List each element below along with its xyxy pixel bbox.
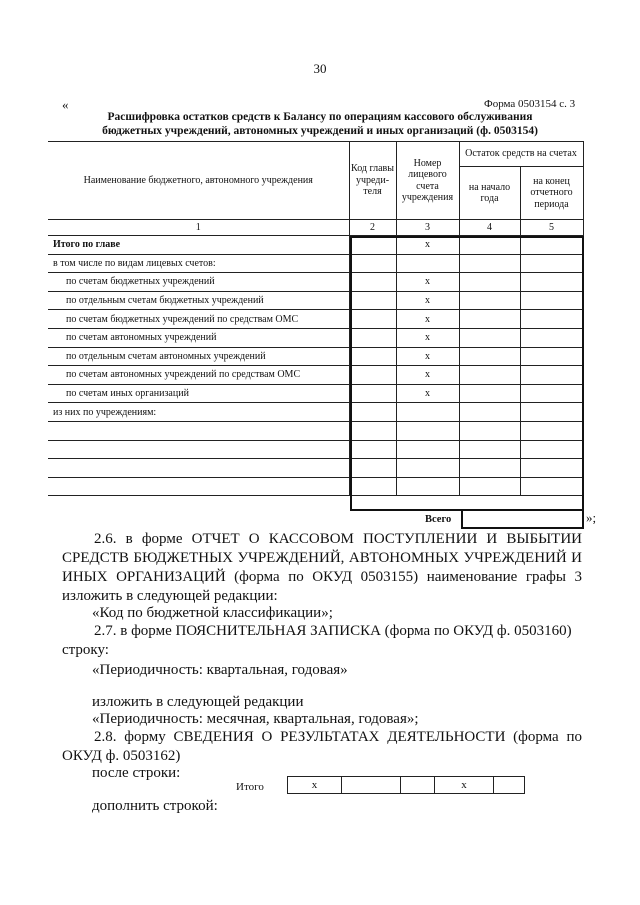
- row-start: [459, 421, 520, 440]
- row-account: x: [396, 236, 459, 255]
- itogo-cell: [342, 777, 401, 794]
- row-code: [349, 459, 396, 478]
- row-name: из них по учреждениям:: [48, 403, 349, 422]
- row-end: [520, 421, 583, 440]
- paragraph-replace-note: изложить в следующей редакции: [92, 694, 304, 710]
- header-end: на конец отчетного периода: [520, 167, 583, 220]
- periodicity-old: «Периодичность: квартальная, годовая»: [92, 662, 348, 678]
- column-number: 4: [459, 220, 520, 236]
- itogo-label: Итого: [236, 781, 264, 793]
- row-end: [520, 254, 583, 273]
- header-name: Наименование бюджетного, автономного учреждения: [48, 142, 349, 220]
- row-code: [349, 403, 396, 422]
- row-end: [520, 477, 583, 496]
- row-code: [349, 273, 396, 292]
- row-account: [396, 477, 459, 496]
- paragraph-2-6: 2.6. в форме ОТЧЕТ О КАССОВОМ ПОСТУПЛЕНИИ И ВЫБЫТИИ СРЕДСТВ БЮДЖЕТНЫХ УЧРЕЖДЕНИЙ, АВТОНОМНЫХ УЧРЕЖДЕНИЙ И ИНЫХ ОРГАНИЗАЦИЙ (форма по ОКУД 0503155) наименование графы 3 изложить в следующей редакции:: [62, 531, 582, 604]
- row-start: [459, 347, 520, 366]
- row-end: [520, 403, 583, 422]
- row-code: [349, 236, 396, 255]
- row-account: [396, 403, 459, 422]
- row-start: [459, 254, 520, 273]
- row-name: по счетам автономных учреждений по средствам ОМС: [48, 366, 349, 385]
- column-number: 3: [396, 220, 459, 236]
- row-name: по счетам бюджетных учреждений: [48, 273, 349, 292]
- row-code: [349, 440, 396, 459]
- row-code: [349, 291, 396, 310]
- column-number: 1: [48, 220, 349, 236]
- row-account: x: [396, 310, 459, 329]
- row-code: [349, 328, 396, 347]
- row-code: [349, 347, 396, 366]
- row-end: [520, 347, 583, 366]
- row-end: [520, 273, 583, 292]
- after-line-note: после строки:: [92, 765, 181, 781]
- row-end: [520, 459, 583, 478]
- row-account: [396, 254, 459, 273]
- form-heading: [60, 110, 580, 138]
- table-row: [48, 310, 583, 329]
- row-start: [459, 310, 520, 329]
- row-start: [459, 366, 520, 385]
- paragraph-2-6-text: «Код по бюджетной классификации»;: [92, 605, 333, 621]
- row-account: [396, 459, 459, 478]
- table-row: [48, 273, 583, 292]
- table-row: [48, 347, 583, 366]
- row-account: x: [396, 291, 459, 310]
- row-account: x: [396, 366, 459, 385]
- row-name: по отдельным счетам автономных учреждений: [48, 347, 349, 366]
- row-account: [396, 440, 459, 459]
- row-end: [520, 440, 583, 459]
- table-row: [48, 384, 583, 403]
- paragraph-2-7: 2.7. в форме ПОЯСНИТЕЛЬНАЯ ЗАПИСКА (форма по ОКУД ф. 0503160) строку:: [62, 623, 572, 658]
- paragraph-2-8: 2.8. форму СВЕДЕНИЯ О РЕЗУЛЬТАТАХ ДЕЯТЕЛЬНОСТИ (форма по ОКУД ф. 0503162): [62, 729, 582, 764]
- row-code: [349, 254, 396, 273]
- row-name: [48, 440, 349, 459]
- row-code: [349, 366, 396, 385]
- row-end: [520, 366, 583, 385]
- table-row: [48, 254, 583, 273]
- row-name: Итого по главе: [48, 236, 349, 255]
- row-name: по отдельным счетам бюджетных учреждений: [48, 291, 349, 310]
- row-name: по счетам автономных учреждений: [48, 328, 349, 347]
- header-account: Номер лицевого счета учреждения: [396, 142, 459, 220]
- row-start: [459, 384, 520, 403]
- row-start: [459, 236, 520, 255]
- table-row: [48, 291, 583, 310]
- table-row: [48, 477, 583, 496]
- row-start: [459, 273, 520, 292]
- row-name: [48, 421, 349, 440]
- table-row: [48, 421, 583, 440]
- row-name: [48, 477, 349, 496]
- table-row: [48, 366, 583, 385]
- itogo-cell: x: [435, 777, 494, 794]
- row-end: [520, 328, 583, 347]
- page-number: 30: [313, 61, 327, 76]
- itogo-cell: [401, 777, 435, 794]
- total-cells: [461, 509, 584, 529]
- table-row: [48, 403, 583, 422]
- row-code: [349, 477, 396, 496]
- header-code: Код главы учреди-теля: [349, 142, 396, 220]
- opening-quote: «: [62, 97, 69, 112]
- table-row: [48, 328, 583, 347]
- row-name: по счетам бюджетных учреждений по средствам ОМС: [48, 310, 349, 329]
- row-account: x: [396, 347, 459, 366]
- row-start: [459, 440, 520, 459]
- column-number: 2: [349, 220, 396, 236]
- row-start: [459, 477, 520, 496]
- heading-line-1: Расшифровка остатков средств к Балансу по операциям кассового обслуживания: [107, 111, 533, 123]
- table-row: [48, 440, 583, 459]
- header-balance: Остаток средств на счетах: [459, 142, 583, 167]
- row-code: [349, 421, 396, 440]
- row-end: [520, 291, 583, 310]
- table-row: [48, 236, 583, 255]
- balance-table: [48, 141, 584, 496]
- add-line-note: дополнить строкой:: [92, 798, 218, 814]
- row-start: [459, 403, 520, 422]
- row-name: по счетам иных организаций: [48, 384, 349, 403]
- row-name: в том числе по видам лицевых счетов:: [48, 254, 349, 273]
- itogo-table: [287, 776, 525, 794]
- row-start: [459, 459, 520, 478]
- row-account: x: [396, 328, 459, 347]
- total-label: Всего: [425, 514, 452, 525]
- row-code: [349, 384, 396, 403]
- itogo-cell: x: [288, 777, 342, 794]
- row-end: [520, 236, 583, 255]
- row-account: x: [396, 273, 459, 292]
- closing-quote: »;: [586, 510, 597, 525]
- header-start: на начало года: [459, 167, 520, 220]
- form-code: Форма 0503154 с. 3: [484, 98, 576, 110]
- column-number: 5: [520, 220, 583, 236]
- row-code: [349, 310, 396, 329]
- table-row: [48, 459, 583, 478]
- row-name: [48, 459, 349, 478]
- column-numbers-row: [48, 220, 583, 236]
- heading-line-2: бюджетных учреждений, автономных учреждений и иных организаций (ф. 0503154): [102, 125, 538, 137]
- row-account: [396, 421, 459, 440]
- row-end: [520, 310, 583, 329]
- itogo-cell: [494, 777, 525, 794]
- row-end: [520, 384, 583, 403]
- row-start: [459, 328, 520, 347]
- periodicity-new: «Периодичность: месячная, квартальная, годовая»;: [92, 711, 419, 727]
- row-account: x: [396, 384, 459, 403]
- row-start: [459, 291, 520, 310]
